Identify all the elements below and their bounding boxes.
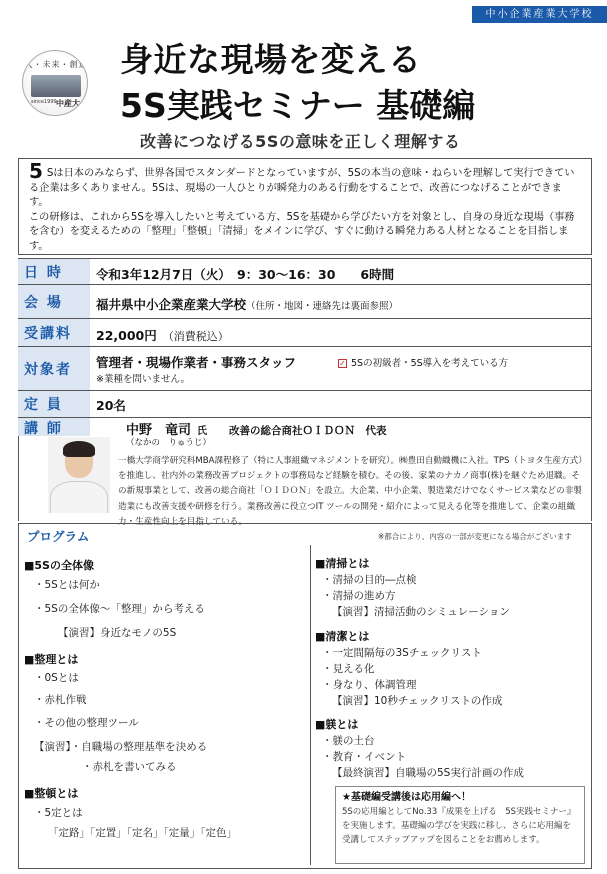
fee-value: 22,000円 [96, 328, 157, 343]
fee-row [18, 319, 592, 347]
section-head: ■整頓とは [24, 787, 79, 800]
intro-box [18, 158, 592, 255]
date-label: 日 時 [18, 259, 90, 284]
checkbox-icon: ✓ [339, 359, 346, 368]
venue-label: 会 場 [18, 285, 90, 318]
target-value: 管理者・現場作業者・事務スタッフ [96, 355, 297, 370]
list-item: 【演習】・自職場の整理基準を決める [34, 741, 208, 753]
capacity-label: 定 員 [18, 391, 90, 417]
list-item: ・5Sの全体像〜「整理」から考える [34, 603, 205, 615]
date-row [18, 258, 592, 285]
school-badge: 中小企業産業大学校 [472, 6, 607, 23]
callout-text: 5Sの応用編としてNo.33『成果を上げる 5S実践セミナー』を実施します。基礎編の学びを実践に移し、さらに応用編を受講してステップアップを図ることをお薦めします。 [342, 807, 576, 845]
instructor-kana: （なかの りゅうじ） [126, 438, 212, 448]
section-head: ■躾とは [315, 718, 359, 731]
capacity-value: 20名 [96, 398, 126, 413]
list-item: 【演習】身近なモノの5S [58, 627, 177, 639]
target-check-text: 5Sの初級者・5S導入を考えている方 [351, 358, 509, 369]
instructor-honorific: 氏 [197, 426, 208, 437]
target-label: 対象者 [18, 347, 90, 390]
list-item: ・躾の土台 [322, 735, 375, 747]
target-note: ※業種を問いません。 [96, 374, 191, 385]
section-head: ■5Sの全体像 [24, 559, 94, 572]
program-title: プログラム [27, 529, 90, 544]
program-divider [310, 545, 311, 865]
instructor-name: 中野 竜司 [126, 423, 192, 438]
advanced-course-callout [335, 786, 585, 864]
date-value: 令和3年12月7日（火） 9：30〜16：30 6時間 [96, 267, 395, 282]
logo-name: 中産大 [56, 99, 80, 108]
list-item: ・見える化 [322, 663, 375, 675]
venue-note: （住所・地図・連絡先は裏面参照） [246, 301, 399, 312]
venue-value: 福井県中小企業産業大学校 [96, 297, 247, 312]
section-head: ■清掃とは [315, 557, 370, 570]
section-head: ■整理とは [24, 653, 79, 666]
title-line-1: 身近な現場を変える [120, 40, 422, 79]
list-item: 【演習】清掃活動のシミュレーション [332, 606, 510, 618]
title-line-2: 5S実践セミナー 基礎編 [120, 86, 476, 125]
list-item: ・身なり、体調管理 [322, 679, 417, 691]
list-item: ・教育・イベント [322, 751, 406, 763]
intro-paragraph-1: Sは日本のみならず、世界各国でスタンダードとなっていますが、5Sの本当の意味・ねらいを理解して実行できている企業は多くありません。5Sは、現場の一人ひとりが瞬発力のある行動をすることで、改善につなげることができます。 [29, 168, 575, 208]
target-check-item [338, 355, 508, 369]
capacity-row [18, 391, 592, 418]
list-item: 「定路」「定置」「定名」「定量」「定色」 [48, 827, 237, 839]
callout-title: ★基礎編受講後は応用編へ！ [342, 792, 471, 803]
intro-paragraph-2: この研修は、これから5Sを導入したいと考えている方、5Sを基礎から学びたい方を対象とし、自身の身近な現場（事務を含む）を変えるための「整理」「整頓」「清掃」をメインに学び、すぐに動ける瞬発力ある人材となることを目指します。 [29, 211, 575, 252]
list-item: 【最終演習】自職場の5S実行計画の作成 [332, 767, 524, 779]
instructor-label: 講 師 [18, 418, 90, 436]
list-item: 【演習】10秒チェックリストの作成 [332, 695, 503, 707]
intro-lead-char: 5 [29, 159, 43, 183]
list-item: ・一定間隔毎の3Sチェックリスト [322, 647, 482, 659]
instructor-bio: 一橋大学商学研究科MBA課程修了（特に人事組織マネジメントを研究）。㈱豊田自動織機に入社。TPS（トヨタ生産方式）を推進し、社内外の業務改善プロジェクトの事務局など経験を積む。その後、家業のナカノ商事(株)を継ぐため退職。その新規事業として、改善の総合商社「ＯＩＤＯＮ」を設立。大企業、中小企業、製造業だけでなくサービス業などの非製造業にも改善支援や研修を行う。業務改善に役立つIT ツールの開発・紹介によって見える化等を推進して、企業の組織力・生産性向上を目指している。 [118, 456, 587, 527]
list-item: ・清掃の進め方 [322, 590, 396, 602]
fee-label: 受講料 [18, 319, 90, 346]
program-note: ※都合により、内容の一部が変更になる場合がございます [378, 532, 572, 541]
subtitle: 改善につなげる5Sの意味を正しく理解する [140, 132, 461, 151]
school-logo [22, 50, 88, 116]
list-item: ・その他の整理ツール [34, 717, 139, 729]
logo-slogan: 人・未来・創造 [24, 60, 88, 69]
section-head: ■清潔とは [315, 630, 370, 643]
list-item: ・赤札を書いてみる [82, 761, 177, 773]
logo-building-image [31, 75, 81, 97]
list-item: ・赤札作戦 [34, 694, 87, 706]
target-row [18, 347, 592, 391]
logo-since: since1999 [31, 99, 57, 105]
instructor-photo [48, 437, 110, 513]
venue-row [18, 285, 592, 319]
list-item: ・5Sとは何か [34, 579, 100, 591]
instructor-org: 改善の総合商社ＯＩＤＯＮ 代表 [229, 425, 387, 437]
list-item: ・0Sとは [34, 672, 79, 684]
fee-note: （消費税込） [162, 330, 229, 343]
list-item: ・5定とは [34, 807, 83, 819]
list-item: ・清掃の目的―点検 [322, 574, 417, 586]
